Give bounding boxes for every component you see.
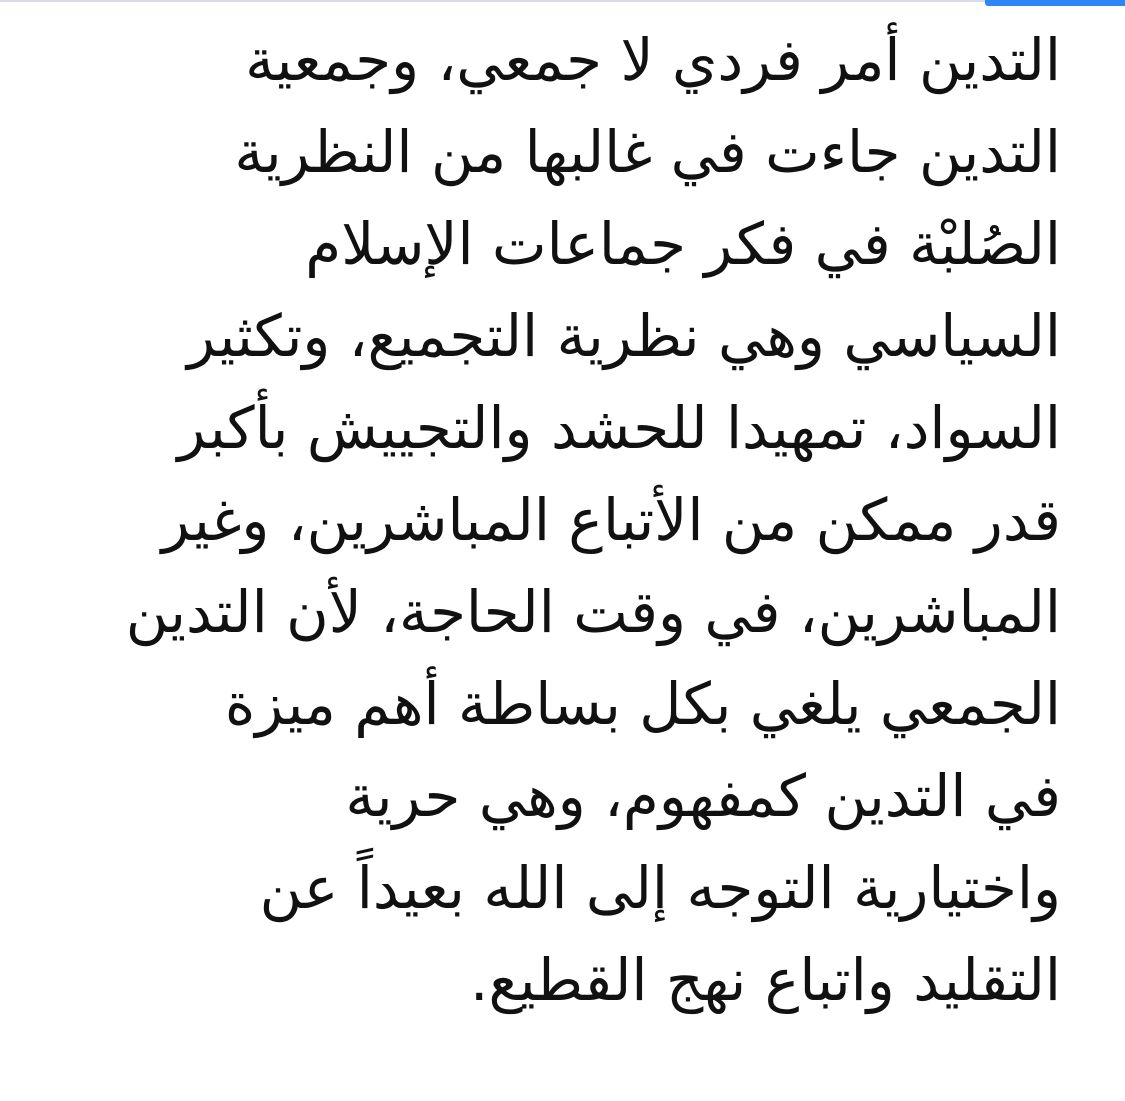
text-line-3: الصُلبْة في فكر جماعات الإسلام [305,210,1061,278]
text-line-6: قدر ممكن من الأتباع المباشرين، وغير [161,486,1061,554]
article-text [71,14,1061,1026]
text-line-9: في التدين كمفهوم، وهي حرية [345,762,1061,830]
text-line-8: الجمعي يلغي بكل بساطة أهم ميزة [224,670,1061,738]
text-line-10: واختيارية التوجه إلى الله بعيداً عن [259,854,1061,922]
text-line-2: التدين جاءت في غالبها من النظرية [234,118,1061,186]
text-line-1: التدين أمر فردي لا جمعي، وجمعية [245,26,1061,94]
top-divider [0,0,985,2]
text-line-5: السواد، تمهيدا للحشد والتجييش بأكبر [177,394,1061,462]
text-line-4: السياسي وهي نظرية التجميع، وتكثير [187,302,1061,370]
scroll-indicator[interactable] [985,0,1125,6]
text-line-11: التقليد واتباع نهج القطيع. [470,946,1061,1014]
text-line-7: المباشرين، في وقت الحاجة، لأن التدين [125,578,1061,646]
